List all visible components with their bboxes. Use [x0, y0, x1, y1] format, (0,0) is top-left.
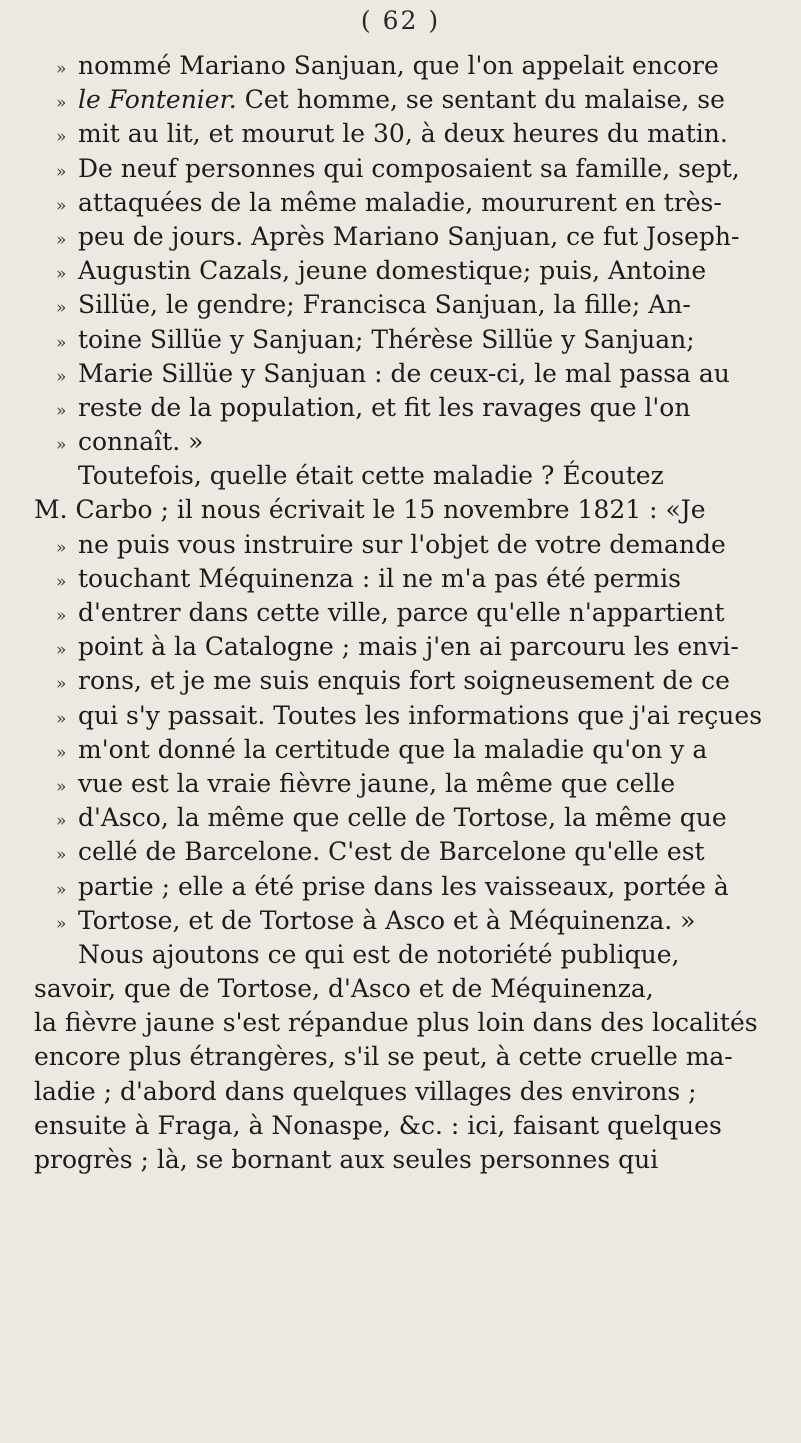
line-text: point à la Catalogne ; mais j'en ai parcouru les envi-: [78, 632, 739, 662]
text-line: [56, 220, 768, 254]
page-number: ( 62 ): [360, 6, 441, 35]
quotation-mark: »: [56, 366, 67, 387]
text-line: [56, 767, 768, 801]
line-text: la fièvre jaune s'est répandue plus loin dans des localités: [34, 1008, 758, 1038]
line-text: rons, et je me suis enquis fort soigneusement de ce: [78, 666, 730, 696]
text-line: [56, 288, 768, 322]
line-text: Marie Sillüe y Sanjuan : de ceux-ci, le mal passa au: [78, 358, 730, 388]
quotation-mark: »: [56, 59, 67, 79]
line-text: nommé Mariano Sanjuan, que l'on appelait encore: [78, 51, 719, 80]
line-text: Nous ajoutons ce qui est de notoriété publique,: [78, 939, 680, 969]
text-line: [56, 152, 768, 186]
line-text: encore plus étrangères, s'il se peut, à cette cruelle ma-: [34, 1042, 733, 1072]
line-text: vue est la vraie fièvre jaune, la même que celle: [78, 768, 676, 798]
quotation-mark: »: [56, 674, 67, 695]
text-line: [56, 323, 768, 357]
text-line: [56, 562, 768, 596]
line-text: Tortose, et de Tortose à Asco et à Méquinenza. »: [78, 905, 696, 935]
line-text: d'entrer dans cette ville, parce qu'elle n'appartient: [78, 598, 725, 627]
quotation-mark: »: [56, 845, 67, 866]
line-text: toine Sillüe y Sanjuan; Thérèse Sillüe y Sanjuan;: [78, 324, 695, 354]
quotation-mark: »: [56, 161, 67, 182]
text-line: [56, 596, 768, 630]
line-text: d'Asco, la même que celle de Tortose, la même que: [78, 803, 727, 833]
text-line: [56, 938, 768, 972]
quotation-mark: »: [56, 435, 67, 456]
text-line: [56, 630, 768, 664]
line-text: ladie ; d'abord dans quelques villages des environs ;: [34, 1076, 697, 1106]
text-line: [56, 801, 768, 835]
line-text: Cet homme, se sentant du malaise, se: [236, 85, 725, 115]
line-text: M. Carbo ; il nous écrivait le 15 novembre 1821 : «Je: [34, 495, 706, 525]
line-text: ne puis vous instruire sur l'objet de votre demande: [78, 529, 726, 559]
line-text: touchant Méquinenza : il ne m'a pas été permis: [78, 563, 681, 593]
line-text: qui s'y passait. Toutes les informations que j'ai reçues: [78, 700, 763, 730]
quotation-mark: »: [56, 127, 67, 148]
line-text: attaquées de la même maladie, moururent en très-: [78, 187, 722, 217]
italic-text: le Fontenier.: [78, 85, 237, 115]
line-text: peu de jours. Après Mariano Sanjuan, ce fut Joseph-: [78, 221, 740, 251]
line-text: reste de la population, et fit les ravages que l'on: [78, 392, 691, 422]
text-line: [34, 1040, 768, 1074]
line-text: Toutefois, quelle était cette maladie ? Écoutez: [78, 461, 664, 491]
quotation-mark: »: [56, 640, 67, 661]
text-line: [56, 254, 768, 288]
text-line: [56, 83, 768, 117]
quotation-mark: »: [56, 298, 67, 319]
text-line: [34, 1109, 768, 1143]
line-text: De neuf personnes qui composaient sa famille, sept,: [78, 153, 740, 183]
line-text: mit au lit, et mourut le 30, à deux heures du matin.: [78, 119, 728, 149]
text-line: [34, 1075, 768, 1109]
text-line: [56, 870, 768, 904]
text-line: [56, 49, 768, 83]
line-text: Sillüe, le gendre; Francisca Sanjuan, la fille; An-: [78, 290, 691, 320]
text-line: [56, 835, 768, 869]
quotation-mark: »: [56, 571, 67, 592]
quotation-mark: »: [56, 229, 67, 250]
text-line: [56, 186, 768, 220]
quotation-mark: »: [56, 742, 67, 763]
body-text: [34, 49, 768, 1177]
text-line: [56, 528, 768, 562]
line-text: m'ont donné la certitude que la maladie qu'on y a: [78, 734, 708, 764]
line-text: partie ; elle a été prise dans les vaisseaux, portée à: [78, 871, 729, 901]
text-line: [56, 664, 768, 698]
quotation-mark: »: [56, 913, 67, 934]
text-line: [34, 1143, 768, 1177]
quotation-mark: »: [56, 93, 67, 114]
line-text: Augustin Cazals, jeune domestique; puis, Antoine: [78, 256, 707, 286]
quotation-mark: »: [56, 879, 67, 900]
quotation-mark: »: [56, 537, 67, 558]
quotation-mark: »: [56, 264, 67, 285]
text-line: [56, 733, 768, 767]
line-text: connaît. »: [78, 427, 204, 457]
quotation-mark: »: [56, 708, 67, 729]
text-line: [56, 391, 768, 425]
line-text: ensuite à Fraga, à Nonaspe, &c. : ici, faisant quelques: [34, 1110, 722, 1140]
quotation-mark: »: [56, 332, 67, 353]
text-line: [56, 357, 768, 391]
text-line: [34, 493, 768, 527]
line-text: progrès ; là, se bornant aux seules personnes qui: [34, 1145, 659, 1174]
text-line: [56, 425, 768, 459]
line-text: cellé de Barcelone. C'est de Barcelone qu'elle est: [78, 837, 705, 867]
text-line: [34, 972, 768, 1006]
quotation-mark: »: [56, 195, 67, 216]
quotation-mark: »: [56, 776, 67, 797]
text-line: [56, 699, 768, 733]
text-line: [56, 459, 768, 493]
quotation-mark: »: [56, 400, 67, 421]
line-text: savoir, que de Tortose, d'Asco et de Méquinenza,: [34, 974, 654, 1004]
text-line: [56, 117, 768, 151]
text-line: [56, 904, 768, 938]
text-line: [34, 1006, 768, 1040]
quotation-mark: »: [56, 606, 67, 626]
quotation-mark: »: [56, 811, 67, 832]
